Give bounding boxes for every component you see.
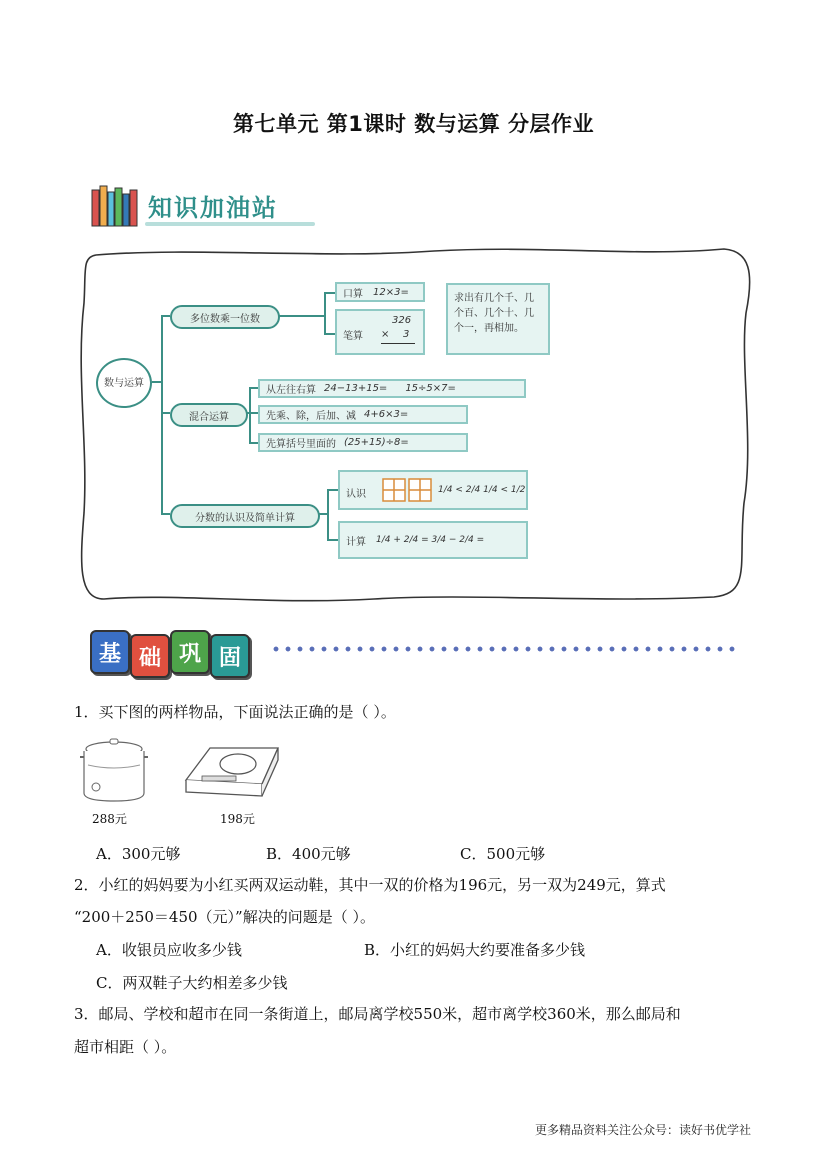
rice-cooker-price: 288元 [92,812,127,826]
note-text: 求出有几个千、几个百、几个十、几个一，再相加。 [454,293,534,334]
induction-cooker-image [180,740,284,806]
mix1-label: 从左往右算 [266,385,316,396]
question-3-line-2: 超市相距（ ）。 [74,1038,177,1056]
mix3-box [258,433,468,452]
question-2-line-1: 2．小红的妈妈要为小红买两双运动鞋，其中一双的价格为196元，另一双为249元，算式 [74,876,666,894]
banner-card-4-label: 固 [218,645,241,671]
fraction-grid-icon [382,478,432,502]
mix2-box [258,405,468,424]
question-1-text: 1．买下图的两样物品，下面说法正确的是（ ）。 [74,703,396,721]
written-calc-label: 笔算 [343,331,363,342]
written-calc-top: 326 [392,315,412,326]
question-3-line-1: 3．邮局、学校和超市在同一条街道上，邮局离学校550米，超市离学校360米，那么邮局和 [74,1005,681,1023]
banner-card-2 [130,634,170,678]
mix1-box [258,379,526,398]
banner-card-3 [170,630,210,674]
page-title: 第七单元 第1课时 数与运算 分层作业 [232,112,595,136]
q1-option-a[interactable]: A．300元够 [96,845,181,863]
mix1-expr2: 15÷5×7= [405,383,456,394]
mix3-expr: (25+15)÷8= [344,437,409,448]
q1-option-c[interactable]: C．500元够 [460,845,546,863]
frac-calc-box [338,521,528,559]
branch-fraction [170,504,320,528]
dotted-divider [270,646,740,652]
oral-calc-box [335,282,425,302]
frac-calc-expr: 1/4 + 2/4 = 3/4 − 2/4 = [376,535,485,545]
written-calc-bottom: 3 [403,329,410,340]
frac-know-label: 认识 [346,489,366,500]
q2-option-b[interactable]: B．小红的妈妈大约要准备多少钱 [364,941,586,959]
knowledge-banner-label: 知识加油站 [148,194,278,222]
mix3-text: 先算括号里面的 [266,439,336,450]
mindmap-root-label: 数与运算 [104,377,144,389]
induction-cooker-price: 198元 [220,812,255,826]
mix2-text: 先乘、除，后加、减 [266,411,356,422]
banner-card-1-label: 基 [98,641,121,667]
branch-mixed [170,403,248,427]
written-calc-line [381,343,415,344]
banner-card-3-label: 巩 [178,641,201,667]
frac-know-expr: 1/4 < 2/4 1/4 < 1/2 [438,485,526,495]
mix1-expr1: 24−13+15= [324,383,388,394]
branch-fraction-label: 分数的认识及简单计算 [195,512,295,524]
note-box [446,283,550,355]
frac-know-box [338,470,528,510]
branch-multi-digit [170,305,280,329]
question-2-line-2: “200＋250＝450（元）”解决的问题是（ ）。 [74,908,375,926]
q1-option-b[interactable]: B．400元够 [266,845,351,863]
branch-multi-digit-label: 多位数乘一位数 [190,313,260,325]
written-calc-box [335,309,425,355]
q2-option-a[interactable]: A．收银员应收多少钱 [96,941,242,959]
frac-calc-label: 计算 [346,536,366,548]
rice-cooker-image [74,735,154,807]
written-calc-times: × [381,329,390,340]
branch-mixed-label: 混合运算 [189,411,229,423]
banner-card-1 [90,630,130,674]
oral-calc-label: 口算 [343,288,363,300]
oral-calc-expr: 12×3= [373,286,409,298]
banner-card-4 [210,634,250,678]
banner-card-2-label: 础 [138,645,161,671]
foundation-banner [86,628,746,678]
mindmap-root [96,358,152,408]
mix2-expr: 4+6×3= [364,409,409,420]
footer-note: 更多精品资料关注公众号：读好书优学社 [534,1123,751,1137]
q2-option-c[interactable]: C．两双鞋子大约相差多少钱 [96,974,288,992]
